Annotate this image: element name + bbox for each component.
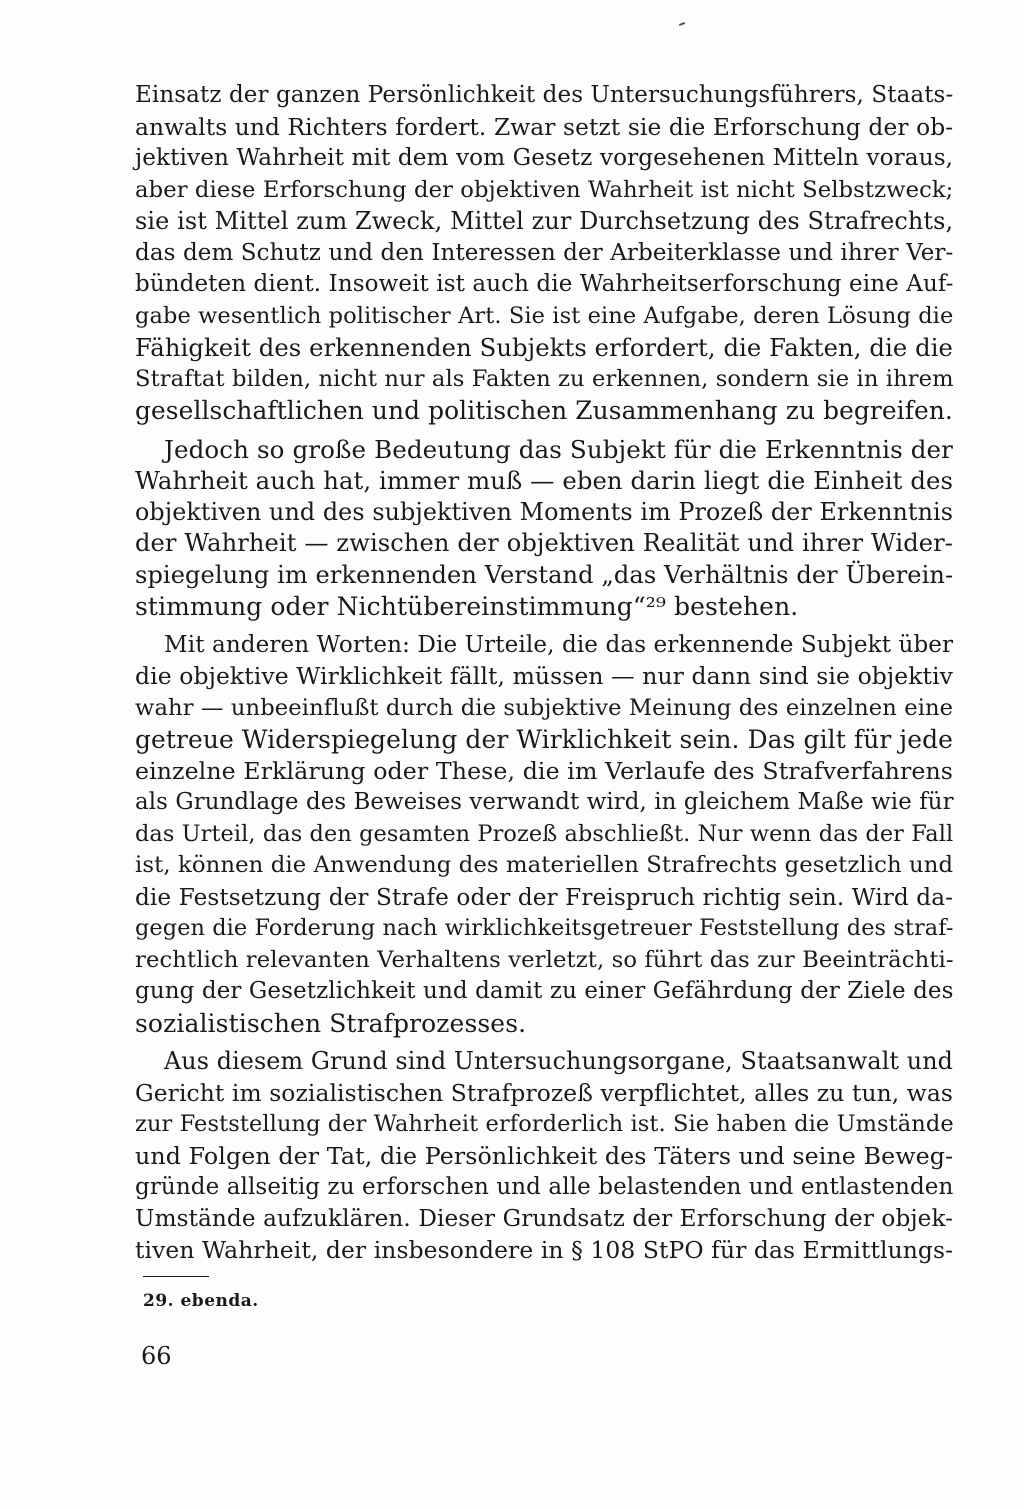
- text-line: rechtlich relevanten Verhaltens verletzt, so führt das zur Beeinträchti-: [135, 946, 954, 973]
- page-number: 66: [141, 1342, 172, 1370]
- text-line: die Festsetzung der Strafe oder der Freispruch richtig sein. Wird da-: [135, 883, 954, 911]
- text-line: der Wahrheit — zwischen der objektiven Realität und ihrer Wider-: [135, 529, 953, 557]
- text-line: wahr — unbeeinflußt durch die subjektive Meinung des einzelnen eine: [135, 694, 954, 721]
- text-line: Einsatz der ganzen Persönlichkeit des Untersuchungsführers, Staats-: [135, 82, 954, 108]
- text-line: das dem Schutz und den Interessen der Arbeiterklasse und ihrer Ver-: [135, 239, 954, 266]
- body-text: [135, 80, 953, 1274]
- text-line: gegen die Forderung nach wirklichkeitsgetreuer Feststellung des straf-: [135, 915, 954, 941]
- text-line: gabe wesentlich politischer Art. Sie ist eine Aufgabe, deren Lösung die: [135, 302, 954, 329]
- text-line: Straftat bilden, nicht nur als Fakten zu erkennen, sondern sie in ihrem: [135, 365, 954, 392]
- paragraph-3: [135, 630, 953, 1040]
- text-line: einzelne Erklärung oder These, die im Verlaufe des Strafverfahrens: [135, 756, 953, 785]
- print-speck: [679, 22, 685, 26]
- text-line: Aus diesem Grund sind Untersuchungsorgane, Staatsanwalt und: [164, 1047, 953, 1075]
- text-line: Mit anderen Worten: Die Urteile, die das erkennende Subjekt über: [164, 631, 954, 658]
- text-line: das Urteil, das den gesamten Prozeß abschließt. Nur wenn das der Fall: [135, 820, 954, 847]
- text-line: stimmung oder Nichtübereinstimmung“²⁹ bestehen.: [135, 592, 799, 621]
- text-line: gung der Gesetzlichkeit und damit zu einer Gefährdung der Ziele des: [135, 978, 954, 1004]
- paragraph-2: [135, 434, 953, 623]
- text-line: anwalts und Richters fordert. Zwar setzt sie die Erforschung der ob-: [135, 113, 954, 141]
- footnote: 29. ebenda.: [143, 1291, 259, 1311]
- text-line: spiegelung im erkennenden Verstand „das Verhältnis der Überein-: [135, 560, 954, 589]
- paragraph-1: [135, 80, 953, 427]
- text-line: tiven Wahrheit, der insbesondere in § 108 StPO für das Ermittlungs-: [135, 1236, 954, 1264]
- text-line: aber diese Erforschung der objektiven Wahrheit ist nicht Selbstzweck;: [135, 176, 954, 203]
- text-line: bündeten dient. Insoweit ist auch die Wahrheitserforschung eine Auf-: [135, 271, 954, 297]
- text-line: gesellschaftlichen und politischen Zusammenhang zu begreifen.: [135, 396, 953, 425]
- text-line: Wahrheit auch hat, immer muß — eben darin liegt die Einheit des: [135, 466, 953, 495]
- text-line: als Grundlage des Beweises verwandt wird, in gleichem Maße wie für: [135, 789, 954, 815]
- text-line: und Folgen der Tat, die Persönlichkeit des Täters und seine Beweg-: [135, 1141, 954, 1170]
- text-line: Umstände aufzuklären. Dieser Grundsatz der Erforschung der objek-: [135, 1205, 954, 1232]
- text-line: getreue Widerspiegelung der Wirklichkeit sein. Das gilt für jede: [135, 725, 953, 754]
- text-line: objektiven und des subjektiven Moments im Prozeß der Erkenntnis: [135, 497, 953, 526]
- text-line: sie ist Mittel zum Zweck, Mittel zur Durchsetzung des Strafrechts,: [135, 207, 954, 235]
- text-line: jektiven Wahrheit mit dem vom Gesetz vorgesehenen Mitteln voraus,: [135, 145, 954, 171]
- paragraph-4: [135, 1046, 953, 1267]
- text-line: gründe allseitig zu erforschen und alle belastenden und entlastenden: [135, 1174, 954, 1200]
- text-line: Jedoch so große Bedeutung das Subjekt für die Erkenntnis der: [164, 434, 953, 464]
- text-line: sozialistischen Strafprozesses.: [135, 1008, 527, 1038]
- text-line: Gericht im sozialistischen Strafprozeß verpflichtet, alles zu tun, was: [135, 1078, 953, 1107]
- text-line: zur Feststellung der Wahrheit erforderlich ist. Sie haben die Umstände: [135, 1111, 954, 1137]
- text-line: Fähigkeit des erkennenden Subjekts erfordert, die Fakten, die die: [135, 333, 953, 362]
- text-line: die objektive Wirklichkeit fällt, müssen — nur dann sind sie objektiv: [135, 662, 954, 690]
- footnote-separator: [143, 1276, 209, 1277]
- text-line: ist, können die Anwendung des materiellen Strafrechts gesetzlich und: [135, 852, 954, 878]
